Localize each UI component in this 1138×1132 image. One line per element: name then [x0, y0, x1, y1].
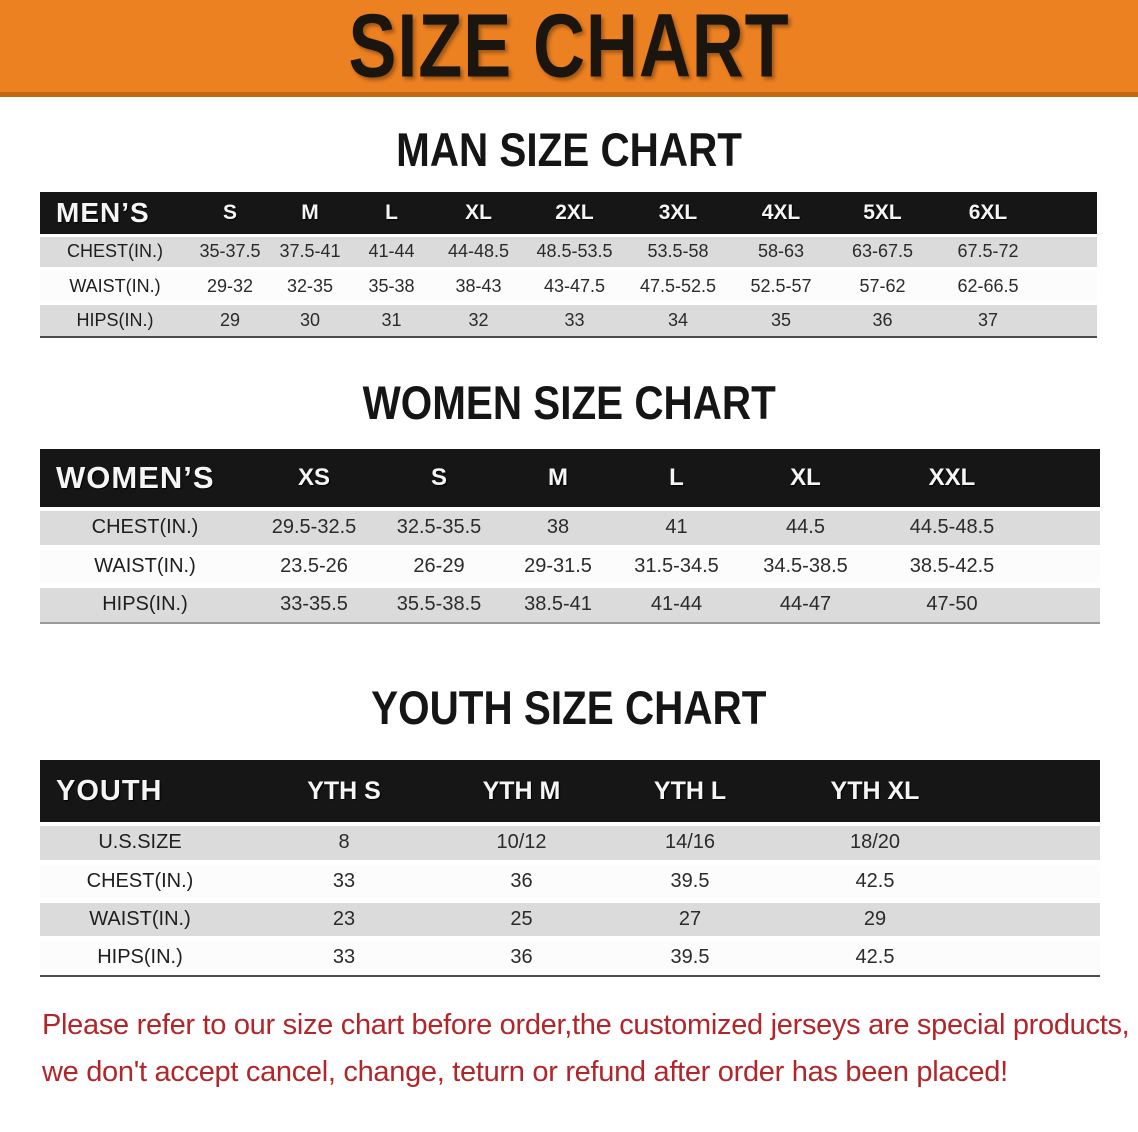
- women-row-spacer: [1030, 585, 1100, 623]
- men-table-cell: 52.5-57: [731, 269, 831, 303]
- men-table-cell: 32-35: [270, 269, 350, 303]
- youth-table-row: [40, 862, 1100, 900]
- women-table-cell: 23.5-26: [250, 547, 378, 585]
- men-table-row: [40, 269, 1097, 303]
- men-table-cell: 44-48.5: [433, 235, 524, 269]
- men-table-cell: 48.5-53.5: [524, 235, 625, 269]
- youth-row-spacer: [965, 900, 1100, 938]
- men-column-header: 6XL: [934, 192, 1042, 235]
- youth-row-spacer: [965, 862, 1100, 900]
- women-column-header: L: [616, 449, 737, 509]
- men-table-cell: 63-67.5: [831, 235, 934, 269]
- men-row-label: CHEST(IN.): [40, 235, 190, 269]
- youth-table-cell: 29: [785, 900, 965, 938]
- men-column-header: L: [350, 192, 433, 235]
- men-table-cell: 41-44: [350, 235, 433, 269]
- women-table-cell: 31.5-34.5: [616, 547, 737, 585]
- men-table-cell: 33: [524, 303, 625, 337]
- men-column-header: M: [270, 192, 350, 235]
- men-column-header: 5XL: [831, 192, 934, 235]
- youth-column-header: YTH S: [240, 760, 448, 824]
- youth-column-header: YTH XL: [785, 760, 965, 824]
- women-table-cell: 41-44: [616, 585, 737, 623]
- women-section-title-text: WOMEN SIZE CHART: [362, 376, 776, 429]
- youth-table-cell: 25: [448, 900, 595, 938]
- youth-section-title: [0, 680, 1138, 735]
- women-row-spacer: [1030, 547, 1100, 585]
- men-table-cell: 29: [190, 303, 270, 337]
- women-table-cell: 34.5-38.5: [737, 547, 874, 585]
- men-row-spacer: [1042, 235, 1097, 269]
- youth-table-cell: 14/16: [595, 824, 785, 862]
- youth-table-cell: 36: [448, 862, 595, 900]
- youth-row-label: U.S.SIZE: [40, 824, 240, 862]
- women-table-cell: 35.5-38.5: [378, 585, 500, 623]
- men-section-title-text: MAN SIZE CHART: [396, 123, 742, 176]
- disclaimer-line-1: Please refer to our size chart before order,the customized jerseys are special products,: [42, 1009, 1130, 1041]
- men-column-header: 4XL: [731, 192, 831, 235]
- women-table-cell: 38: [500, 509, 616, 547]
- women-column-header: XXL: [874, 449, 1030, 509]
- youth-table-cell: 10/12: [448, 824, 595, 862]
- men-row-label: HIPS(IN.): [40, 303, 190, 337]
- youth-table-cell: 27: [595, 900, 785, 938]
- women-column-header: M: [500, 449, 616, 509]
- men-column-header: 2XL: [524, 192, 625, 235]
- women-section: [0, 375, 1138, 624]
- men-table: [40, 192, 1097, 338]
- women-table-cell: 47-50: [874, 585, 1030, 623]
- women-table-cell: 44.5: [737, 509, 874, 547]
- men-table-cell: 36: [831, 303, 934, 337]
- youth-table-cell: 8: [240, 824, 448, 862]
- men-header-label: MEN’S: [40, 192, 190, 235]
- youth-table-cell: 33: [240, 862, 448, 900]
- youth-table-cell: 23: [240, 900, 448, 938]
- men-table-cell: 67.5-72: [934, 235, 1042, 269]
- banner-title: SIZE CHART: [348, 0, 790, 96]
- youth-table-cell: 36: [448, 938, 595, 976]
- women-table-cell: 38.5-42.5: [874, 547, 1030, 585]
- women-table-cell: 38.5-41: [500, 585, 616, 623]
- women-section-title: [0, 375, 1138, 430]
- men-table-row: [40, 235, 1097, 269]
- youth-header-row: [40, 760, 1100, 824]
- women-table-cell: 32.5-35.5: [378, 509, 500, 547]
- youth-header-spacer: [965, 760, 1100, 824]
- men-table-cell: 37: [934, 303, 1042, 337]
- youth-table-row: [40, 938, 1100, 976]
- youth-column-header: YTH L: [595, 760, 785, 824]
- women-table-cell: 44.5-48.5: [874, 509, 1030, 547]
- women-column-header: S: [378, 449, 500, 509]
- women-column-header: XS: [250, 449, 378, 509]
- men-table-cell: 62-66.5: [934, 269, 1042, 303]
- women-table-cell: 29-31.5: [500, 547, 616, 585]
- men-column-header: 3XL: [625, 192, 731, 235]
- youth-table-cell: 33: [240, 938, 448, 976]
- women-table-cell: 26-29: [378, 547, 500, 585]
- youth-table-cell: 42.5: [785, 938, 965, 976]
- men-table-cell: 30: [270, 303, 350, 337]
- youth-row-spacer: [965, 824, 1100, 862]
- youth-section: [0, 680, 1138, 977]
- youth-section-title-text: YOUTH SIZE CHART: [371, 681, 767, 734]
- youth-table-cell: 39.5: [595, 862, 785, 900]
- women-table-cell: 44-47: [737, 585, 874, 623]
- youth-row-label: HIPS(IN.): [40, 938, 240, 976]
- disclaimer-line-2: we don't accept cancel, change, teturn or refund after order has been placed!: [42, 1056, 1008, 1088]
- men-section-title: [0, 122, 1138, 177]
- women-table-row: [40, 585, 1100, 623]
- men-table-cell: 57-62: [831, 269, 934, 303]
- men-table-cell: 34: [625, 303, 731, 337]
- women-header-row: [40, 449, 1100, 509]
- women-row-label: CHEST(IN.): [40, 509, 250, 547]
- women-header-spacer: [1030, 449, 1100, 509]
- men-header-spacer: [1042, 192, 1097, 235]
- youth-size-table: [40, 760, 1138, 977]
- women-row-spacer: [1030, 509, 1100, 547]
- youth-table-cell: 18/20: [785, 824, 965, 862]
- women-row-label: HIPS(IN.): [40, 585, 250, 623]
- men-column-header: S: [190, 192, 270, 235]
- men-table-cell: 37.5-41: [270, 235, 350, 269]
- women-table-cell: 41: [616, 509, 737, 547]
- men-table-cell: 32: [433, 303, 524, 337]
- men-row-spacer: [1042, 269, 1097, 303]
- men-section: [0, 122, 1138, 338]
- women-row-label: WAIST(IN.): [40, 547, 250, 585]
- men-table-cell: 29-32: [190, 269, 270, 303]
- men-table-cell: 38-43: [433, 269, 524, 303]
- men-table-cell: 58-63: [731, 235, 831, 269]
- men-table-row: [40, 303, 1097, 337]
- men-row-spacer: [1042, 303, 1097, 337]
- youth-row-spacer: [965, 938, 1100, 976]
- youth-row-label: WAIST(IN.): [40, 900, 240, 938]
- men-table-cell: 35-38: [350, 269, 433, 303]
- youth-table-cell: 42.5: [785, 862, 965, 900]
- youth-header-label: YOUTH: [40, 760, 240, 824]
- men-table-cell: 47.5-52.5: [625, 269, 731, 303]
- women-table: [40, 449, 1100, 624]
- men-row-label: WAIST(IN.): [40, 269, 190, 303]
- women-size-table: [40, 449, 1138, 624]
- men-table-cell: 43-47.5: [524, 269, 625, 303]
- youth-row-label: CHEST(IN.): [40, 862, 240, 900]
- men-column-header: XL: [433, 192, 524, 235]
- men-table-cell: 35-37.5: [190, 235, 270, 269]
- youth-table: [40, 760, 1100, 977]
- women-table-cell: 33-35.5: [250, 585, 378, 623]
- youth-column-header: YTH M: [448, 760, 595, 824]
- men-size-table: [40, 192, 1138, 338]
- men-table-cell: 53.5-58: [625, 235, 731, 269]
- women-header-label: WOMEN’S: [40, 449, 250, 509]
- women-table-cell: 29.5-32.5: [250, 509, 378, 547]
- youth-table-row: [40, 900, 1100, 938]
- women-table-row: [40, 547, 1100, 585]
- men-table-cell: 31: [350, 303, 433, 337]
- youth-table-cell: 39.5: [595, 938, 785, 976]
- disclaimer: [42, 1002, 1138, 1096]
- men-header-row: [40, 192, 1097, 235]
- youth-table-row: [40, 824, 1100, 862]
- women-column-header: XL: [737, 449, 874, 509]
- women-table-row: [40, 509, 1100, 547]
- banner: [0, 0, 1138, 97]
- men-table-cell: 35: [731, 303, 831, 337]
